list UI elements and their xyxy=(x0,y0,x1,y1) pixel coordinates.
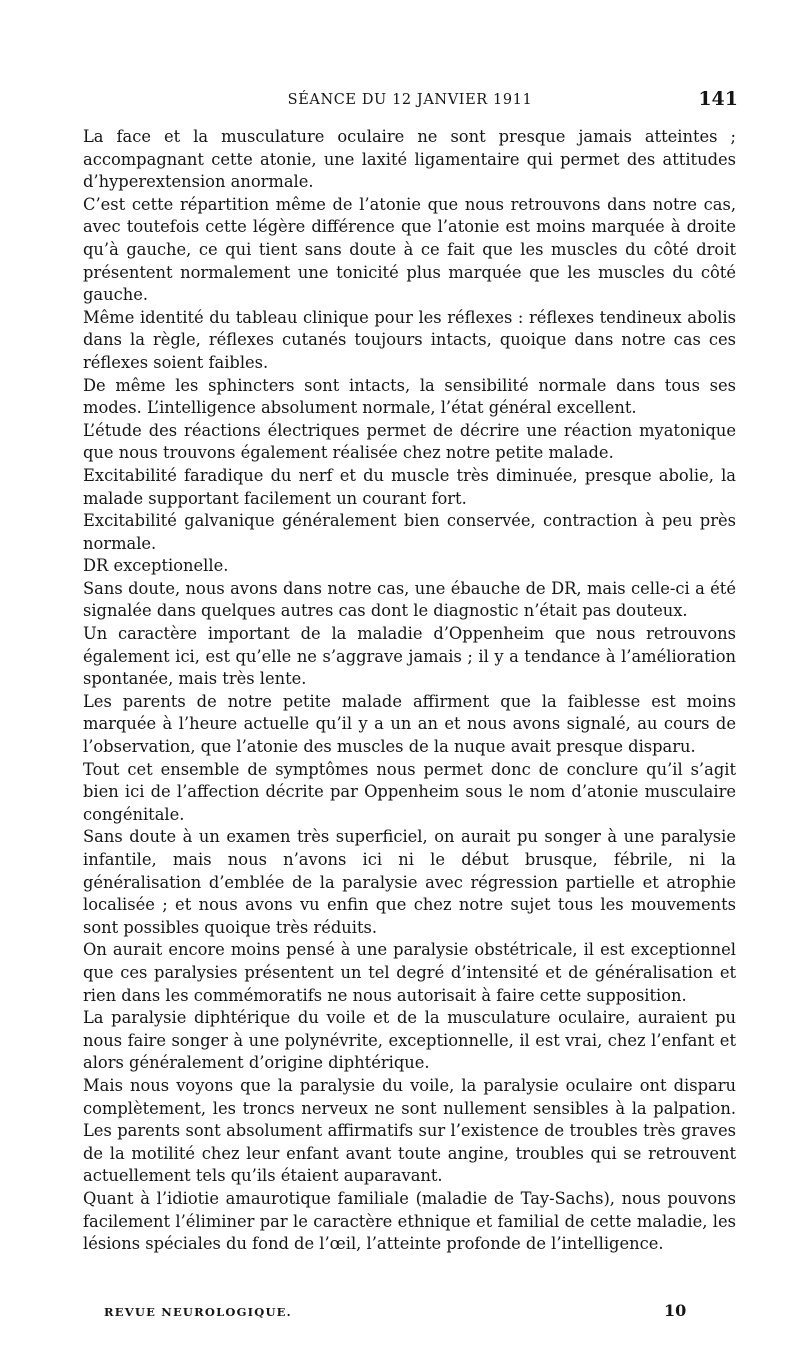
paragraph: DR exceptionelle. xyxy=(83,556,229,576)
paragraph: Quant à l’idiotie amaurotique familiale (maladie de Tay-Sachs), nous pouvons facilement l’éliminer par le caractère ethnique et familial de cette maladie, les lésions spéciales du fond de l’œil, l’atteinte profonde de l’intelligence. xyxy=(83,1188,736,1254)
running-header xyxy=(80,86,740,116)
paragraph: Tout cet ensemble de symptômes nous permet donc de conclure qu’il s’agit bien ici de l’affection décrite par Oppenheim sous le nom d’atonie musculaire congénitale. xyxy=(83,759,736,824)
page-footer xyxy=(104,1301,704,1325)
paragraph: Excitabilité galvanique généralement bien conservée, contraction à peu près normale. xyxy=(83,511,736,553)
paragraph: Sans doute à un examen très superficiel, on aurait pu songer à une paralysie infantile, mais nous n’avons ici ni le début brusque, fébrile, ni la généralisation d’emblée de la paralysie avec régression partielle et atrophie localisée ; et nous avons vu enfin que chez notre sujet tous les mouvements sont possibles quoique très réduits. xyxy=(83,827,736,937)
paragraph: On aurait encore moins pensé à une paralysie obstétricale, il est exceptionnel que ces paralysies présentent un tel degré d’intensité et de généralisation et rien dans les commémoratifs ne nous autorisait à faire cette supposition. xyxy=(83,940,736,1005)
paragraph: Un caractère important de la maladie d’Oppenheim que nous retrouvons également ici, est qu’elle ne s’aggrave jamais ; il y a tendance à l’amélioration spontanée, mais très lente. xyxy=(83,624,736,689)
page-number: 141 xyxy=(698,88,738,110)
paragraph: Les parents de notre petite malade affirment que la faiblesse est moins marquée à l’heure actuelle qu’il y a un an et nous avons signalé, au cours de l’observation, que l’atonie des muscles de la nuque avait presque disparu. xyxy=(83,691,736,757)
paragraph: L’étude des réactions électriques permet de décrire une réaction myatonique que nous trouvons également réalisée chez notre petite malade. xyxy=(83,420,736,463)
body-text xyxy=(83,126,736,1256)
paragraph: La face et la musculature oculaire ne sont presque jamais atteintes ; accompagnant cette atonie, une laxité ligamentaire qui permet des attitudes d’hyperextension anormale. xyxy=(83,127,736,192)
signature-mark: 10 xyxy=(664,1301,687,1320)
journal-name: REVUE NEUROLOGIQUE. xyxy=(104,1305,292,1319)
paragraph: De même les sphincters sont intacts, la sensibilité normale dans tous ses modes. L’intelligence absolument normale, l’état général excellent. xyxy=(83,375,736,418)
running-title: SÉANCE DU 12 JANVIER 1911 xyxy=(287,92,533,108)
paragraph: Sans doute, nous avons dans notre cas, une ébauche de DR, mais celle-ci a été signalée dans quelques autres cas dont le diagnostic n’était pas douteux. xyxy=(83,578,736,621)
paragraph: La paralysie diphtérique du voile et de la musculature oculaire, auraient pu nous faire songer à une polynévrite, exceptionnelle, il est vrai, chez l’enfant et alors généralement d’origine diphtérique. xyxy=(83,1008,736,1073)
paragraph: Même identité du tableau clinique pour les réflexes : réflexes tendineux abolis dans la règle, réflexes cutanés toujours intacts, quoique dans notre cas ces réflexes soient faibles. xyxy=(83,307,736,372)
paragraph: C’est cette répartition même de l’atonie que nous retrouvons dans notre cas, avec toutefois cette légère différence que l’atonie est moins marquée à droite qu’à gauche, ce qui tient sans doute à ce fait que les muscles du côté droit présentent normalement une tonicité plus marquée que les muscles du côté gauche. xyxy=(83,194,736,305)
paragraph: Excitabilité faradique du nerf et du muscle très diminuée, presque abolie, la malade supportant facilement un courant fort. xyxy=(83,465,736,508)
paragraph: Mais nous voyons que la paralysie du voile, la paralysie oculaire ont disparu complètement, les troncs nerveux ne sont nullement sensibles à la palpation. Les parents sont absolument affirmatifs sur l’existence de troubles très graves de la motilité chez leur enfant avant toute angine, troubles qui se retrouvent actuellement tels qu’ils étaient auparavant. xyxy=(83,1075,736,1186)
